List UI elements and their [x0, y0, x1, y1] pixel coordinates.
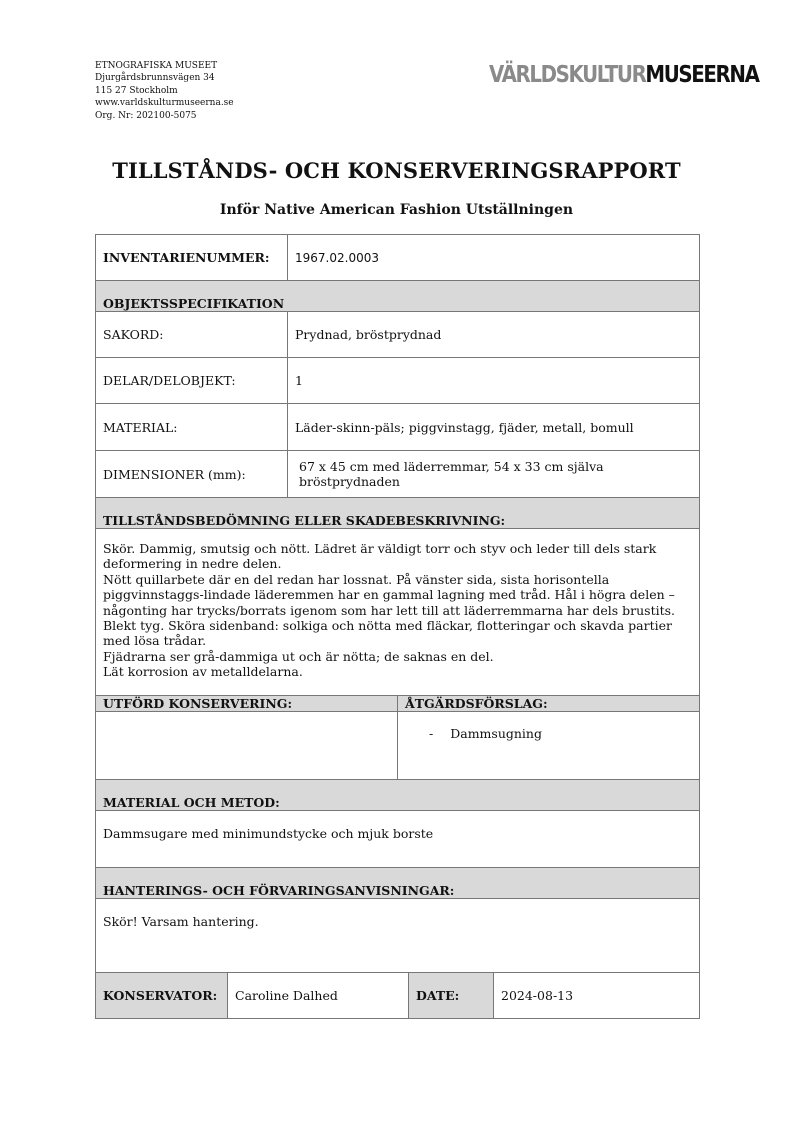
- dimensions-value: 67 x 45 cm med läderremmar, 54 x 33 cm själva bröstprydnaden: [287, 450, 700, 498]
- logo-text-part2: MUSEERNA: [645, 62, 759, 88]
- sakord-label: SAKORD:: [95, 311, 288, 358]
- dimensions-label: DIMENSIONER (mm):: [95, 450, 288, 498]
- condition-paragraph: Lät korrosion av metalldelarna.: [103, 664, 303, 680]
- address-line: ETNOGRAFISKA MUSEET: [95, 61, 218, 71]
- condition-paragraph: Skör. Dammig, smutsig och nött. Lädret är väldigt torr och styv och leder till dels stark deformering in nedre delen.: [103, 541, 657, 572]
- date-value: 2024-08-13: [493, 972, 700, 1019]
- page-title: TILLSTÅNDS- OCH KONSERVERINGSRAPPORT: [112, 158, 681, 183]
- conservator-label: KONSERVATOR:: [95, 972, 228, 1019]
- address-line: 115 27 Stockholm: [95, 85, 178, 96]
- proposal-item: [405, 726, 542, 741]
- proposal-heading: ÅTGÄRDSFÖRSLAG:: [397, 695, 700, 712]
- condition-paragraph: Fjädrarna ser grå-dammiga ut och är nötta; de saknas en del.: [103, 648, 494, 664]
- delar-label: DELAR/DELOBJEKT:: [95, 357, 288, 404]
- museum-address: [95, 60, 234, 122]
- conservator-value: Caroline Dalhed: [227, 972, 409, 1019]
- conservation-done-value: [95, 711, 398, 780]
- method-heading: MATERIAL OCH METOD:: [95, 779, 700, 811]
- condition-paragraph: Blekt tyg. Sköra sidenband: solkiga och nötta med fläckar, flotteringar och skavda partier med lösa trådar.: [103, 618, 672, 649]
- method-value: Dammsugare med minimundstycke och mjuk borste: [95, 810, 700, 868]
- address-line: Org. Nr: 202100-5075: [95, 110, 197, 121]
- conservation-done-heading: UTFÖRD KONSERVERING:: [95, 695, 398, 712]
- object-spec-heading: OBJEKTSSPECIFIKATION: [95, 280, 700, 312]
- date-label: DATE:: [408, 972, 494, 1019]
- address-line: Djurgårdsbrunnsvägen 34: [95, 73, 215, 84]
- page-subtitle: Inför Native American Fashion Utställningen: [219, 202, 574, 218]
- proposal-list: [397, 711, 700, 780]
- handling-value: Skör! Varsam hantering.: [95, 898, 700, 973]
- condition-paragraph: Nött quillarbete där en del redan har lossnat. På vänster sida, sista horisontella piggvinnstaggs-lindade läderemmen har en gammal lagning med tråd. Hål i högra delen – någonting har trycks/borrats igenom som har lett till att läderremmarna har dels brustits.: [103, 571, 675, 618]
- inventory-value: 1967.02.0003: [287, 234, 700, 281]
- delar-value: 1: [287, 357, 700, 404]
- handling-heading: HANTERINGS- OCH FÖRVARINGSANVISNINGAR:: [95, 867, 700, 899]
- bullet-dash: -: [429, 726, 434, 741]
- sakord-value: Prydnad, bröstprydnad: [287, 311, 700, 358]
- address-line: www.varldskulturmuseerna.se: [95, 98, 234, 109]
- logo-text-part1: VÄRLDSKULTUR: [489, 62, 646, 88]
- material-label: MATERIAL:: [95, 403, 288, 451]
- museum-logo: [489, 58, 759, 92]
- inventory-label: INVENTARIENUMMER:: [95, 234, 288, 281]
- condition-heading: TILLSTÅNDSBEDÖMNING ELLER SKADEBESKRIVNING:: [95, 497, 700, 529]
- proposal-item-text: Dammsugning: [450, 726, 542, 741]
- report-form: [95, 234, 700, 1019]
- condition-description: [95, 528, 700, 696]
- material-value: Läder-skinn-päls; piggvinstagg, fjäder, metall, bomull: [287, 403, 700, 451]
